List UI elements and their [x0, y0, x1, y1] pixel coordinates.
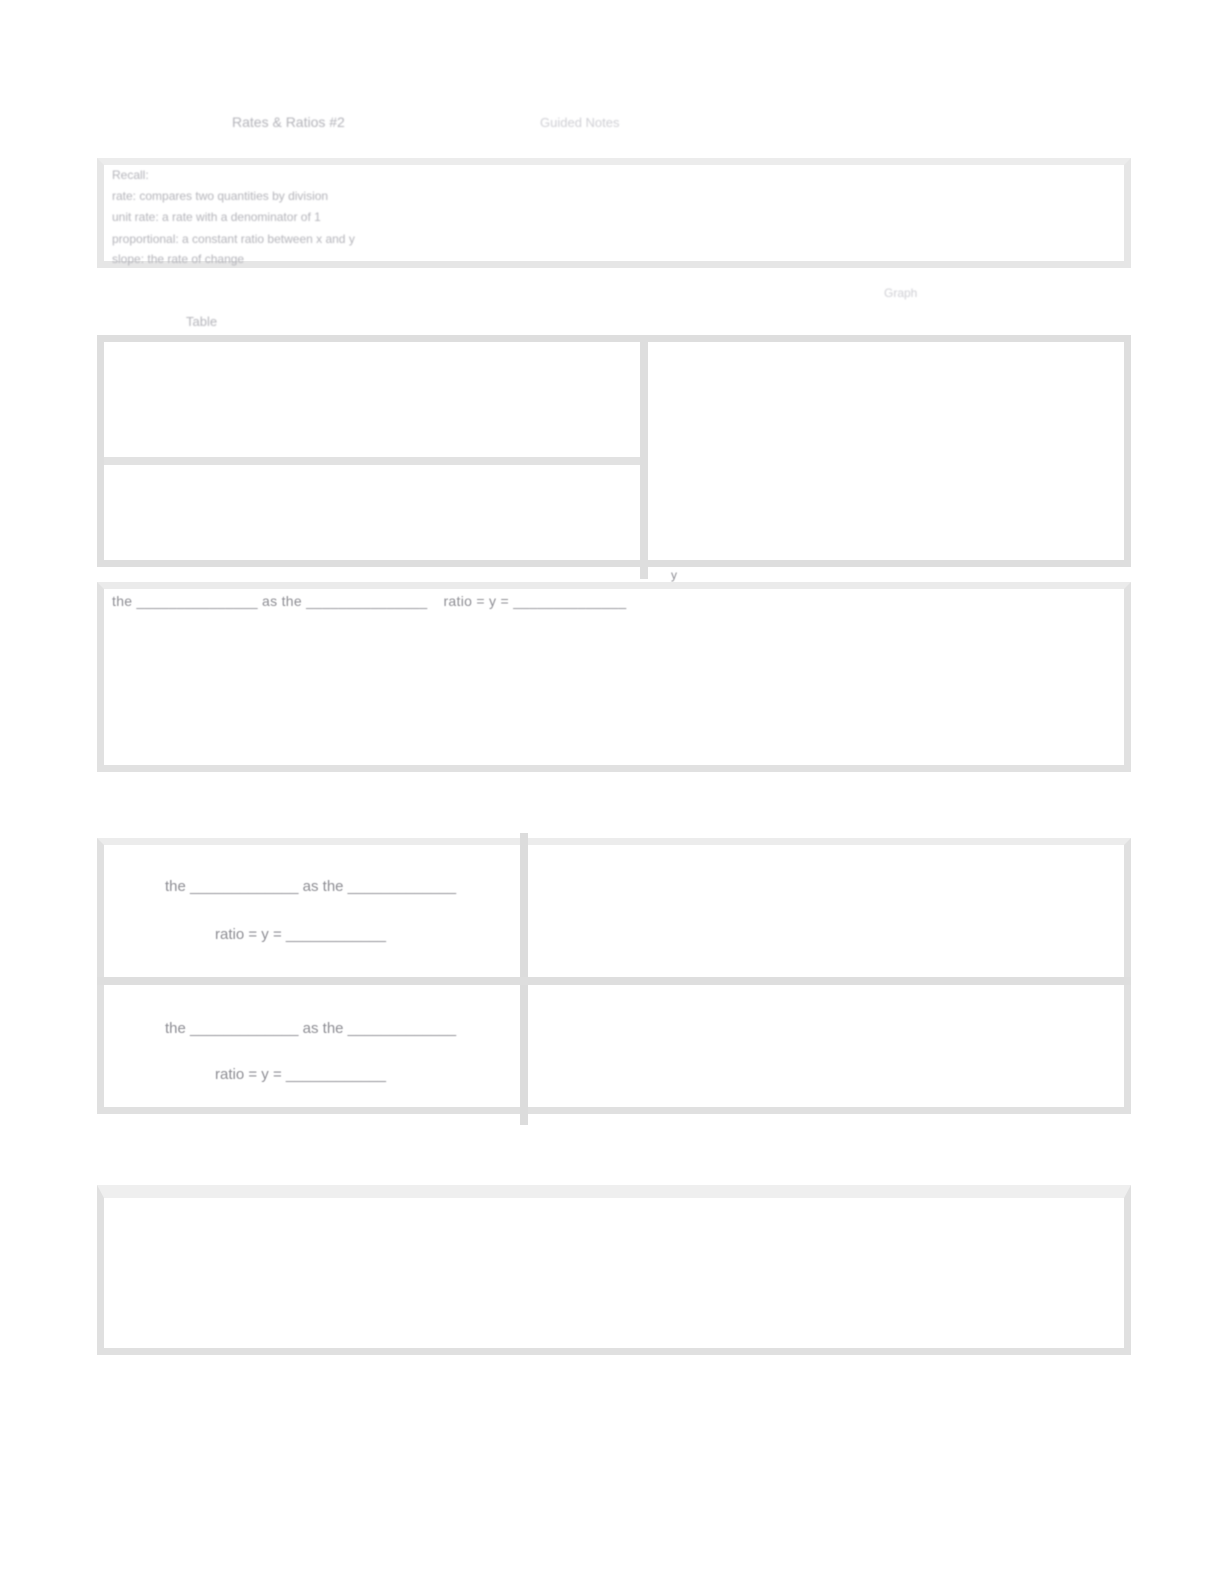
- table-graph-panel: [97, 335, 1131, 567]
- vocab-line-5: slope: the rate of change: [112, 252, 245, 266]
- sentence-frame-box: [97, 582, 1131, 772]
- panel-vertical-divider: [640, 335, 648, 579]
- row1-comparison-frame: the _____________ as the _____________: [165, 878, 457, 895]
- stray-y-mark: y: [671, 568, 677, 582]
- vocab-line-3: unit rate: a rate with a denominator of 1: [112, 210, 321, 224]
- vocab-line-2: rate: compares two quantities by division: [112, 189, 329, 203]
- header-title-left: Rates & Ratios #2: [232, 114, 345, 130]
- row2-ratio-frame: ratio = y = ____________: [215, 1066, 386, 1083]
- row1-ratio-frame: ratio = y = ____________: [215, 926, 386, 943]
- practice-table-row-divider: [97, 977, 1131, 985]
- vocabulary-box: [97, 158, 1131, 268]
- panel-left-row-divider: [104, 457, 640, 465]
- vocab-line-1: Recall:: [112, 168, 149, 182]
- sentence-frame-comparison: the _______________ as the _______________: [112, 593, 428, 609]
- sentence-frame-ratio: ratio = y = ______________: [443, 593, 627, 609]
- table-column-label: Table: [186, 314, 218, 329]
- vocab-line-4: proportional: a constant ratio between x and y: [112, 232, 355, 246]
- row2-comparison-frame: the _____________ as the _____________: [165, 1020, 457, 1037]
- graph-column-label: Graph: [884, 286, 918, 300]
- work-area-box: [97, 1185, 1131, 1355]
- header-title-right: Guided Notes: [540, 115, 620, 130]
